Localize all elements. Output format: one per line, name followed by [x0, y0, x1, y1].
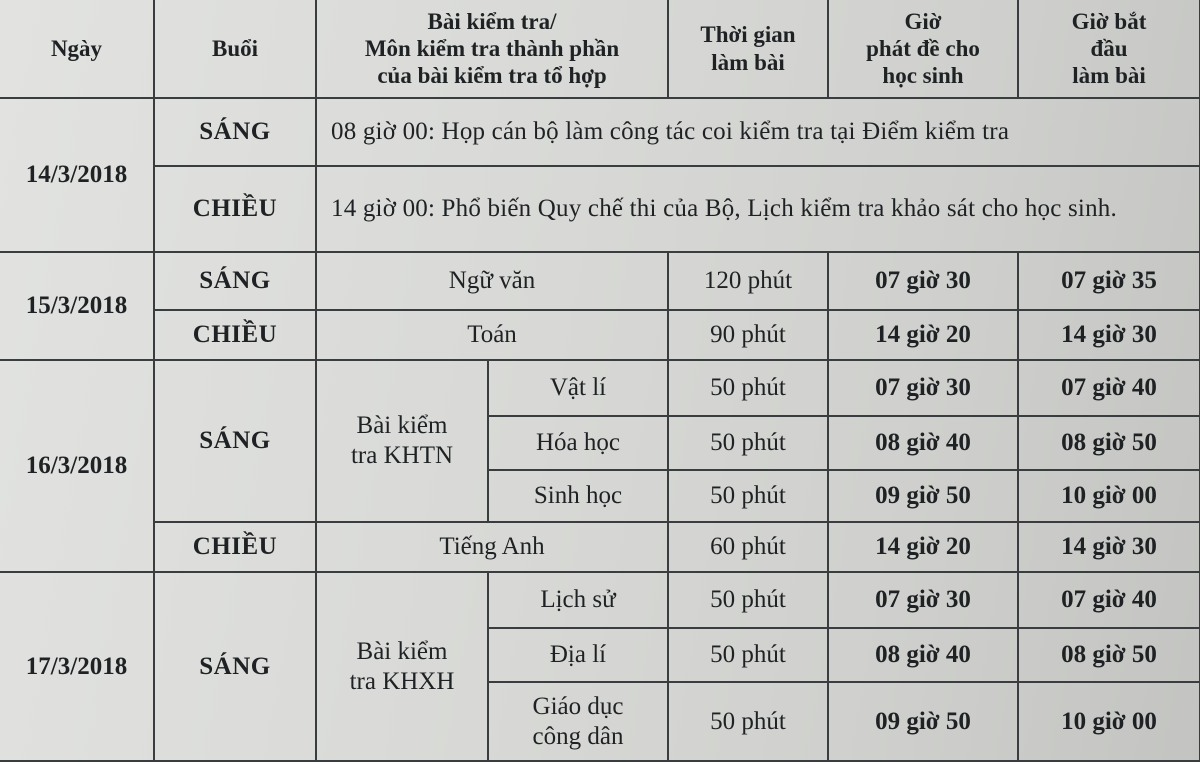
duration-cell: 60 phút: [668, 522, 828, 572]
session-cell: CHIỀU: [154, 310, 316, 360]
session-cell: SÁNG: [154, 360, 316, 522]
group-cell: Bài kiểm tra KHXH: [316, 572, 488, 761]
header-distribution-time: Giờ phát đề cho học sinh: [828, 0, 1018, 98]
component-subject-cell: Vật lí: [488, 360, 668, 416]
table-row: [0, 360, 1200, 416]
distribution-time-cell: 14 giờ 20: [828, 522, 1018, 572]
distribution-time-cell: 14 giờ 20: [828, 310, 1018, 360]
duration-cell: 120 phút: [668, 252, 828, 310]
start-time-cell: 07 giờ 40: [1018, 572, 1200, 628]
header-date: Ngày: [0, 0, 154, 98]
start-time-cell: 14 giờ 30: [1018, 522, 1200, 572]
date-cell: 14/3/2018: [0, 98, 154, 252]
table-row: [0, 98, 1200, 166]
session-cell: SÁNG: [154, 572, 316, 761]
component-subject-cell: Giáo dục công dân: [488, 682, 668, 761]
subject-cell: Ngữ văn: [316, 252, 668, 310]
distribution-time-cell: 07 giờ 30: [828, 252, 1018, 310]
start-time-cell: 07 giờ 40: [1018, 360, 1200, 416]
header-start-time: Giờ bắt đầu làm bài: [1018, 0, 1200, 98]
start-time-cell: 08 giờ 50: [1018, 416, 1200, 470]
table-row: [0, 572, 1200, 628]
date-cell: 15/3/2018: [0, 252, 154, 360]
header-row: [0, 0, 1200, 98]
session-cell: SÁNG: [154, 98, 316, 166]
duration-cell: 50 phút: [668, 470, 828, 522]
table-row: [0, 252, 1200, 310]
header-session: Buổi: [154, 0, 316, 98]
subject-cell: Tiếng Anh: [316, 522, 668, 572]
session-cell: CHIỀU: [154, 166, 316, 252]
distribution-time-cell: 07 giờ 30: [828, 360, 1018, 416]
distribution-time-cell: 08 giờ 40: [828, 416, 1018, 470]
start-time-cell: 14 giờ 30: [1018, 310, 1200, 360]
component-subject-cell: Hóa học: [488, 416, 668, 470]
table-row: [0, 310, 1200, 360]
subject-cell: Toán: [316, 310, 668, 360]
table-row: [0, 522, 1200, 572]
duration-cell: 50 phút: [668, 360, 828, 416]
distribution-time-cell: 08 giờ 40: [828, 628, 1018, 682]
component-subject-cell: Sinh học: [488, 470, 668, 522]
distribution-time-cell: 09 giờ 50: [828, 470, 1018, 522]
duration-cell: 50 phút: [668, 416, 828, 470]
component-subject-cell: Lịch sử: [488, 572, 668, 628]
header-subject: Bài kiểm tra/ Môn kiểm tra thành phần của bài kiểm tra tổ hợp: [316, 0, 668, 98]
duration-cell: 50 phút: [668, 628, 828, 682]
session-cell: CHIỀU: [154, 522, 316, 572]
group-cell: Bài kiểm tra KHTN: [316, 360, 488, 522]
distribution-time-cell: 07 giờ 30: [828, 572, 1018, 628]
component-subject-cell: Địa lí: [488, 628, 668, 682]
duration-cell: 90 phút: [668, 310, 828, 360]
start-time-cell: 10 giờ 00: [1018, 682, 1200, 761]
session-cell: SÁNG: [154, 252, 316, 310]
duration-cell: 50 phút: [668, 682, 828, 761]
note-cell: 14 giờ 00: Phổ biến Quy chế thi của Bộ, Lịch kiểm tra khảo sát cho học sinh.: [316, 166, 1200, 252]
start-time-cell: 10 giờ 00: [1018, 470, 1200, 522]
start-time-cell: 08 giờ 50: [1018, 628, 1200, 682]
header-duration: Thời gian làm bài: [668, 0, 828, 98]
date-cell: 17/3/2018: [0, 572, 154, 761]
table-row: [0, 166, 1200, 252]
note-cell: 08 giờ 00: Họp cán bộ làm công tác coi kiểm tra tại Điểm kiểm tra: [316, 98, 1200, 166]
date-cell: 16/3/2018: [0, 360, 154, 572]
duration-cell: 50 phút: [668, 572, 828, 628]
start-time-cell: 07 giờ 35: [1018, 252, 1200, 310]
distribution-time-cell: 09 giờ 50: [828, 682, 1018, 761]
